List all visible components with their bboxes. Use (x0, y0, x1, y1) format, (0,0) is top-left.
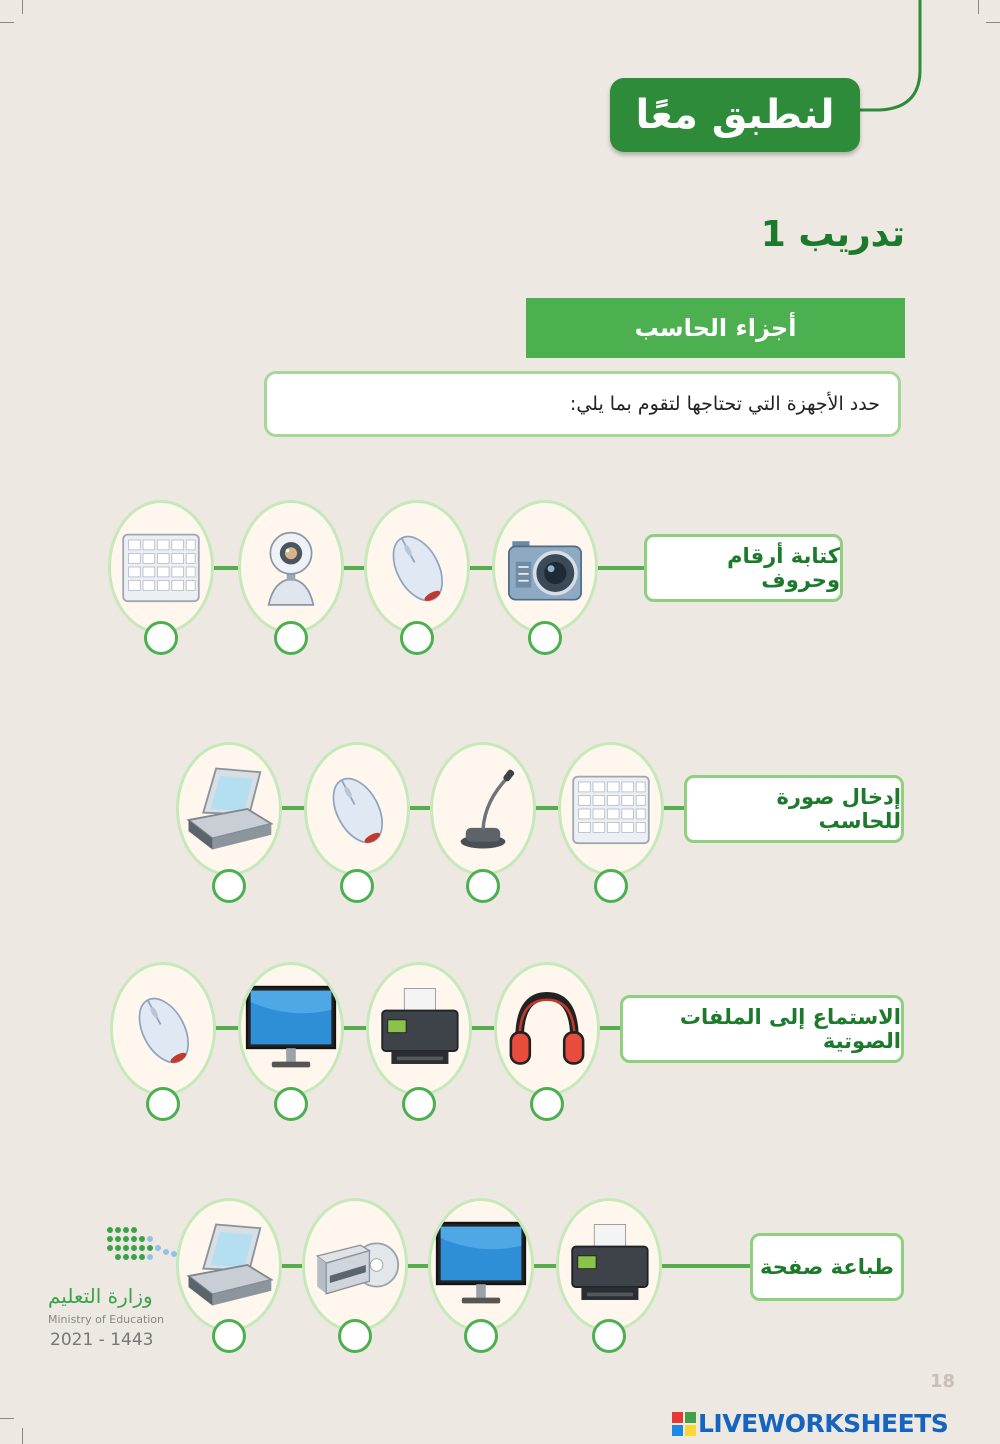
ministry-year: 2021 - 1443 (50, 1330, 154, 1350)
mouse-icon (364, 500, 470, 634)
brand-name[interactable]: LIVEWORKSHEETS (698, 1409, 949, 1438)
choice-circle-mouse[interactable] (146, 1087, 180, 1121)
crop-mark (986, 22, 1000, 23)
camera-icon (492, 500, 598, 634)
keyboard-icon (558, 742, 664, 876)
mouse-icon (110, 962, 216, 1096)
printer-icon (366, 962, 472, 1096)
choice-circle-monitor[interactable] (464, 1319, 498, 1353)
choice-circle-microphone[interactable] (466, 869, 500, 903)
crop-mark (978, 0, 979, 14)
printer-icon (556, 1198, 662, 1332)
exercise-title: تدريب 1 (760, 214, 905, 255)
choice-circle-scanner[interactable] (212, 869, 246, 903)
row-label: الاستماع إلى الملفات الصوتية (620, 995, 904, 1063)
choice-circle-monitor[interactable] (274, 1087, 308, 1121)
mouse-icon (304, 742, 410, 876)
monitor-icon (428, 1198, 534, 1332)
crop-mark (22, 1428, 23, 1444)
ministry-logo-icon (104, 1224, 194, 1270)
choice-circle-cd-drive[interactable] (338, 1319, 372, 1353)
microphone-icon (430, 742, 536, 876)
section-title: أجزاء الحاسب (526, 298, 905, 358)
choice-circle-printer[interactable] (402, 1087, 436, 1121)
decorative-curve (850, 0, 940, 130)
keyboard-icon (108, 500, 214, 634)
liveworksheets-logo-icon (672, 1412, 696, 1436)
crop-mark (0, 1418, 14, 1419)
choice-circle-keyboard[interactable] (144, 621, 178, 655)
headphones-icon (494, 962, 600, 1096)
cd-drive-icon (302, 1198, 408, 1332)
monitor-icon (238, 962, 344, 1096)
row-label: طباعة صفحة (750, 1233, 904, 1301)
page-number: 18 (930, 1371, 956, 1392)
scanner-icon (176, 742, 282, 876)
crop-mark (0, 22, 14, 23)
ministry-name-en: Ministry of Education (48, 1313, 165, 1326)
crop-mark (22, 0, 23, 14)
webcam-icon (238, 500, 344, 634)
instruction-box: حدد الأجهزة التي تحتاجها لتقوم بما يلي: (264, 371, 901, 437)
ministry-name-ar: وزارة التعليم (48, 1284, 153, 1308)
choice-circle-mouse[interactable] (400, 621, 434, 655)
choice-circle-keyboard[interactable] (594, 869, 628, 903)
practice-badge: لنطبق معًا (610, 78, 860, 152)
choice-circle-scanner[interactable] (212, 1319, 246, 1353)
row-label: كتابة أرقام وحروف (644, 534, 843, 602)
choice-circle-camera[interactable] (528, 621, 562, 655)
row-label: إدخال صورة للحاسب (684, 775, 904, 843)
choice-circle-mouse[interactable] (340, 869, 374, 903)
choice-circle-printer[interactable] (592, 1319, 626, 1353)
choice-circle-webcam[interactable] (274, 621, 308, 655)
choice-circle-headphones[interactable] (530, 1087, 564, 1121)
